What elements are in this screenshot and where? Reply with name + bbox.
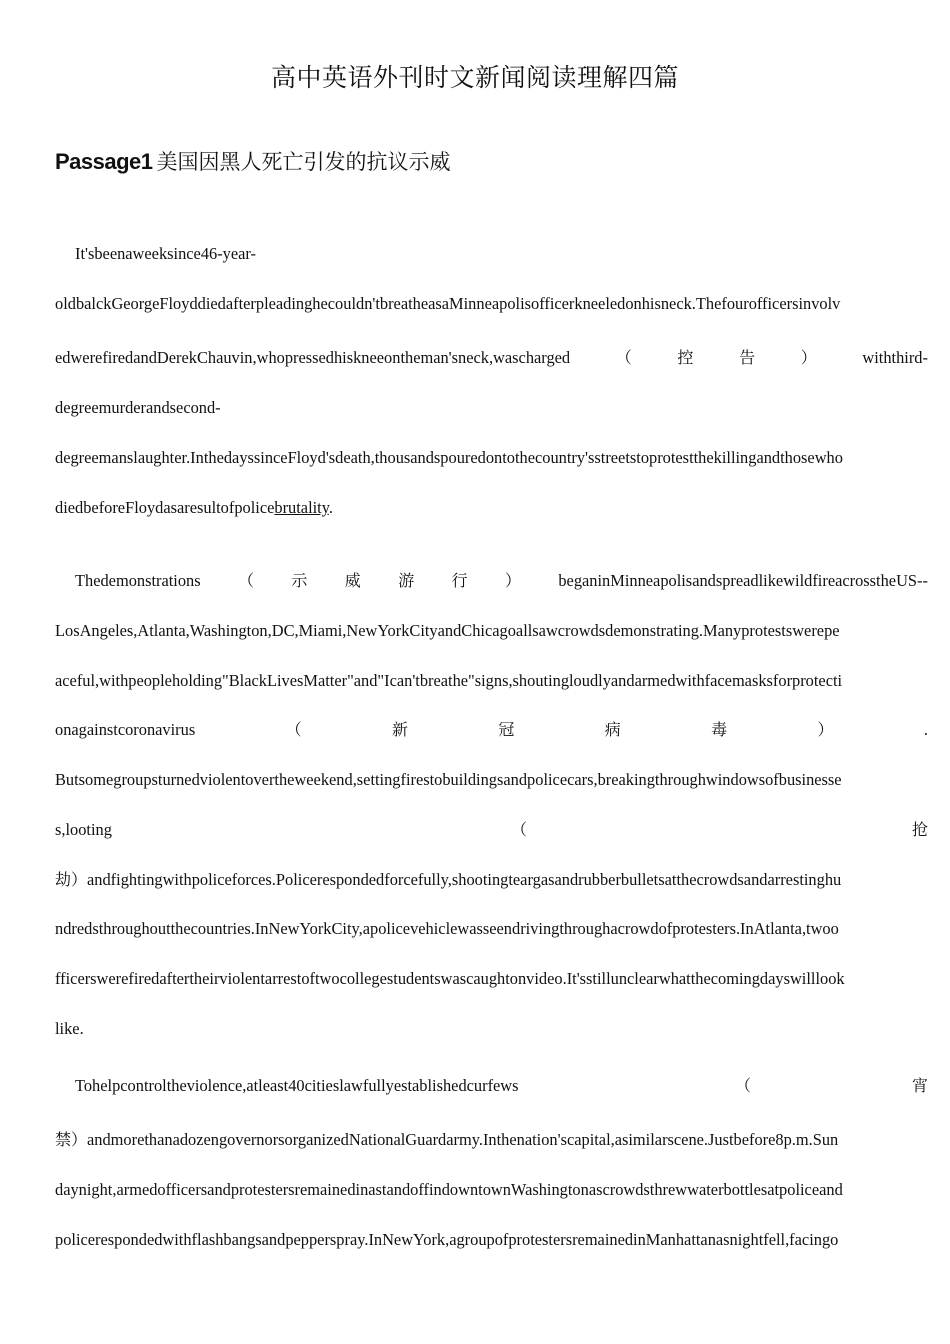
gloss-char: 新 [391, 720, 408, 739]
gloss-char: 示 [291, 571, 308, 590]
underlined-word: brutality [274, 498, 329, 517]
passage-title-zh: 美国因黑人死亡引发的抗议示威 [156, 150, 451, 174]
p2-line-8: ndredsthroughoutthecountries.InNewYorkCity,apolicevehiclewasseendrivingthroughacrowdofprotesters.InAtlanta,twoo [55, 919, 839, 938]
gloss-char: 毒 [711, 720, 728, 739]
gloss-char: 威 [344, 571, 361, 590]
p1-line-6 [55, 497, 928, 519]
gloss-char: 告 [739, 348, 756, 367]
p1-line-3-tail: withthird- [862, 348, 928, 367]
gloss-char: 行 [451, 571, 468, 590]
p3-line-2-text: andmorethanadozengovernorsorganizedNationalGuardarmy.Inthenation'scapital,asimilarscene.Justbefore8p.m.Sun [87, 1130, 839, 1149]
p1-line-4: degreemurderandsecond- [55, 398, 221, 417]
p2-line-1 [75, 570, 928, 592]
gloss-char: 游 [398, 571, 415, 590]
p2-line-5: Butsomegroupsturnedviolentovertheweekend,settingfirestobuildingsandpolicecars,breakingthroughwindowsofbusinesse [55, 770, 842, 789]
paren-close: ） [817, 720, 834, 739]
p2-line-1-tail: beganinMinneapolisandspreadlikewildfireacrosstheUS-- [558, 571, 928, 590]
p2-line-10: like. [55, 1019, 84, 1038]
p2-line-2: LosAngeles,Atlanta,Washington,DC,Miami,NewYorkCityandChicagoallsawcrowdsdemonstrating.Manyprotestswerepe [55, 621, 840, 640]
p2-line-6-text: s,looting [55, 820, 112, 839]
p2-line-4 [55, 719, 928, 741]
paren-close: ） [504, 571, 521, 590]
p2-line-7 [55, 869, 928, 891]
p1-line-3-text: edwerefiredandDerekChauvin,whopressedhiskneeontheman'sneck,wascharged [55, 348, 571, 367]
paren-open: （ [511, 820, 528, 839]
passage-label: Passage1 [55, 149, 153, 174]
p1-line-1: It'sbeenaweeksince46-year- [75, 244, 257, 263]
p2-line-9: fficerswerefiredaftertheirviolentarrestoftwocollegestudentswascaughtonvideo.It'sstillunclearwhatthecomingdayswilllook [55, 969, 845, 988]
p2-line-6 [55, 819, 928, 841]
gloss-char: 控 [677, 348, 694, 367]
gloss-char: 病 [604, 720, 621, 739]
passage-heading [55, 146, 451, 176]
p1-line-6-text: diedbeforeFloydasaresultofpolice [55, 498, 275, 517]
gloss-char: 抢 [911, 820, 928, 839]
p2-line-4-text: onagainstcoronavirus [55, 720, 196, 739]
document-title: 高中英语外刊时文新闻阅读理解四篇 [270, 63, 679, 92]
p1-line-3 [55, 347, 928, 369]
gloss-end: 禁） [55, 1130, 88, 1149]
p3-line-1-text: Tohelpcontroltheviolence,atleast40citieslawfullyestablishedcurfews [75, 1076, 519, 1095]
period: . [923, 720, 928, 739]
p3-line-2 [55, 1129, 928, 1151]
paren-open: （ [735, 1076, 752, 1095]
p1-line-2: oldbalckGeorgeFloyddiedafterpleadinghecouldn'tbreatheasaMinneapolisofficerkneeledonhisneck.Thefourofficersinvolv [55, 294, 841, 313]
gloss-end: 劫） [55, 870, 88, 889]
paren-open: （ [285, 720, 302, 739]
gloss-char: 冠 [498, 720, 515, 739]
p1-line-5: degreemanslaughter.InthedayssinceFloyd'sdeath,thousandspouredontothecountry'sstreetstoprotestthekillingandthosewho [55, 448, 843, 467]
p3-line-1 [75, 1075, 928, 1097]
paren-open: （ [238, 571, 255, 590]
gloss-char: 宵 [911, 1076, 928, 1095]
p3-line-4: policerespondedwithflashbangsandpepperspray.InNewYork,agroupofprotestersremainedinManhattanasnightfell,facingo [55, 1230, 839, 1249]
p3-line-3: daynight,armedofficersandprotestersremainedinastandoffindowntownWashingtonascrowdsthrewwaterbottlesatpoliceand [55, 1180, 843, 1199]
paren-close: ） [800, 348, 817, 367]
p2-line-3: aceful,withpeopleholding"BlackLivesMatter"and"Ican'tbreathe"signs,shoutingloudlyandarmedwithfacemasksforprotecti [55, 671, 843, 690]
p2-line-7-text: andfightingwithpoliceforces.Policerespondedforcefully,shootingteargasandrubberbulletsatthecrowdsandarrestinghu [87, 870, 842, 889]
period: . [328, 498, 333, 517]
paren-open: （ [615, 348, 632, 367]
p2-line-1-text: Thedemonstrations [75, 571, 201, 590]
